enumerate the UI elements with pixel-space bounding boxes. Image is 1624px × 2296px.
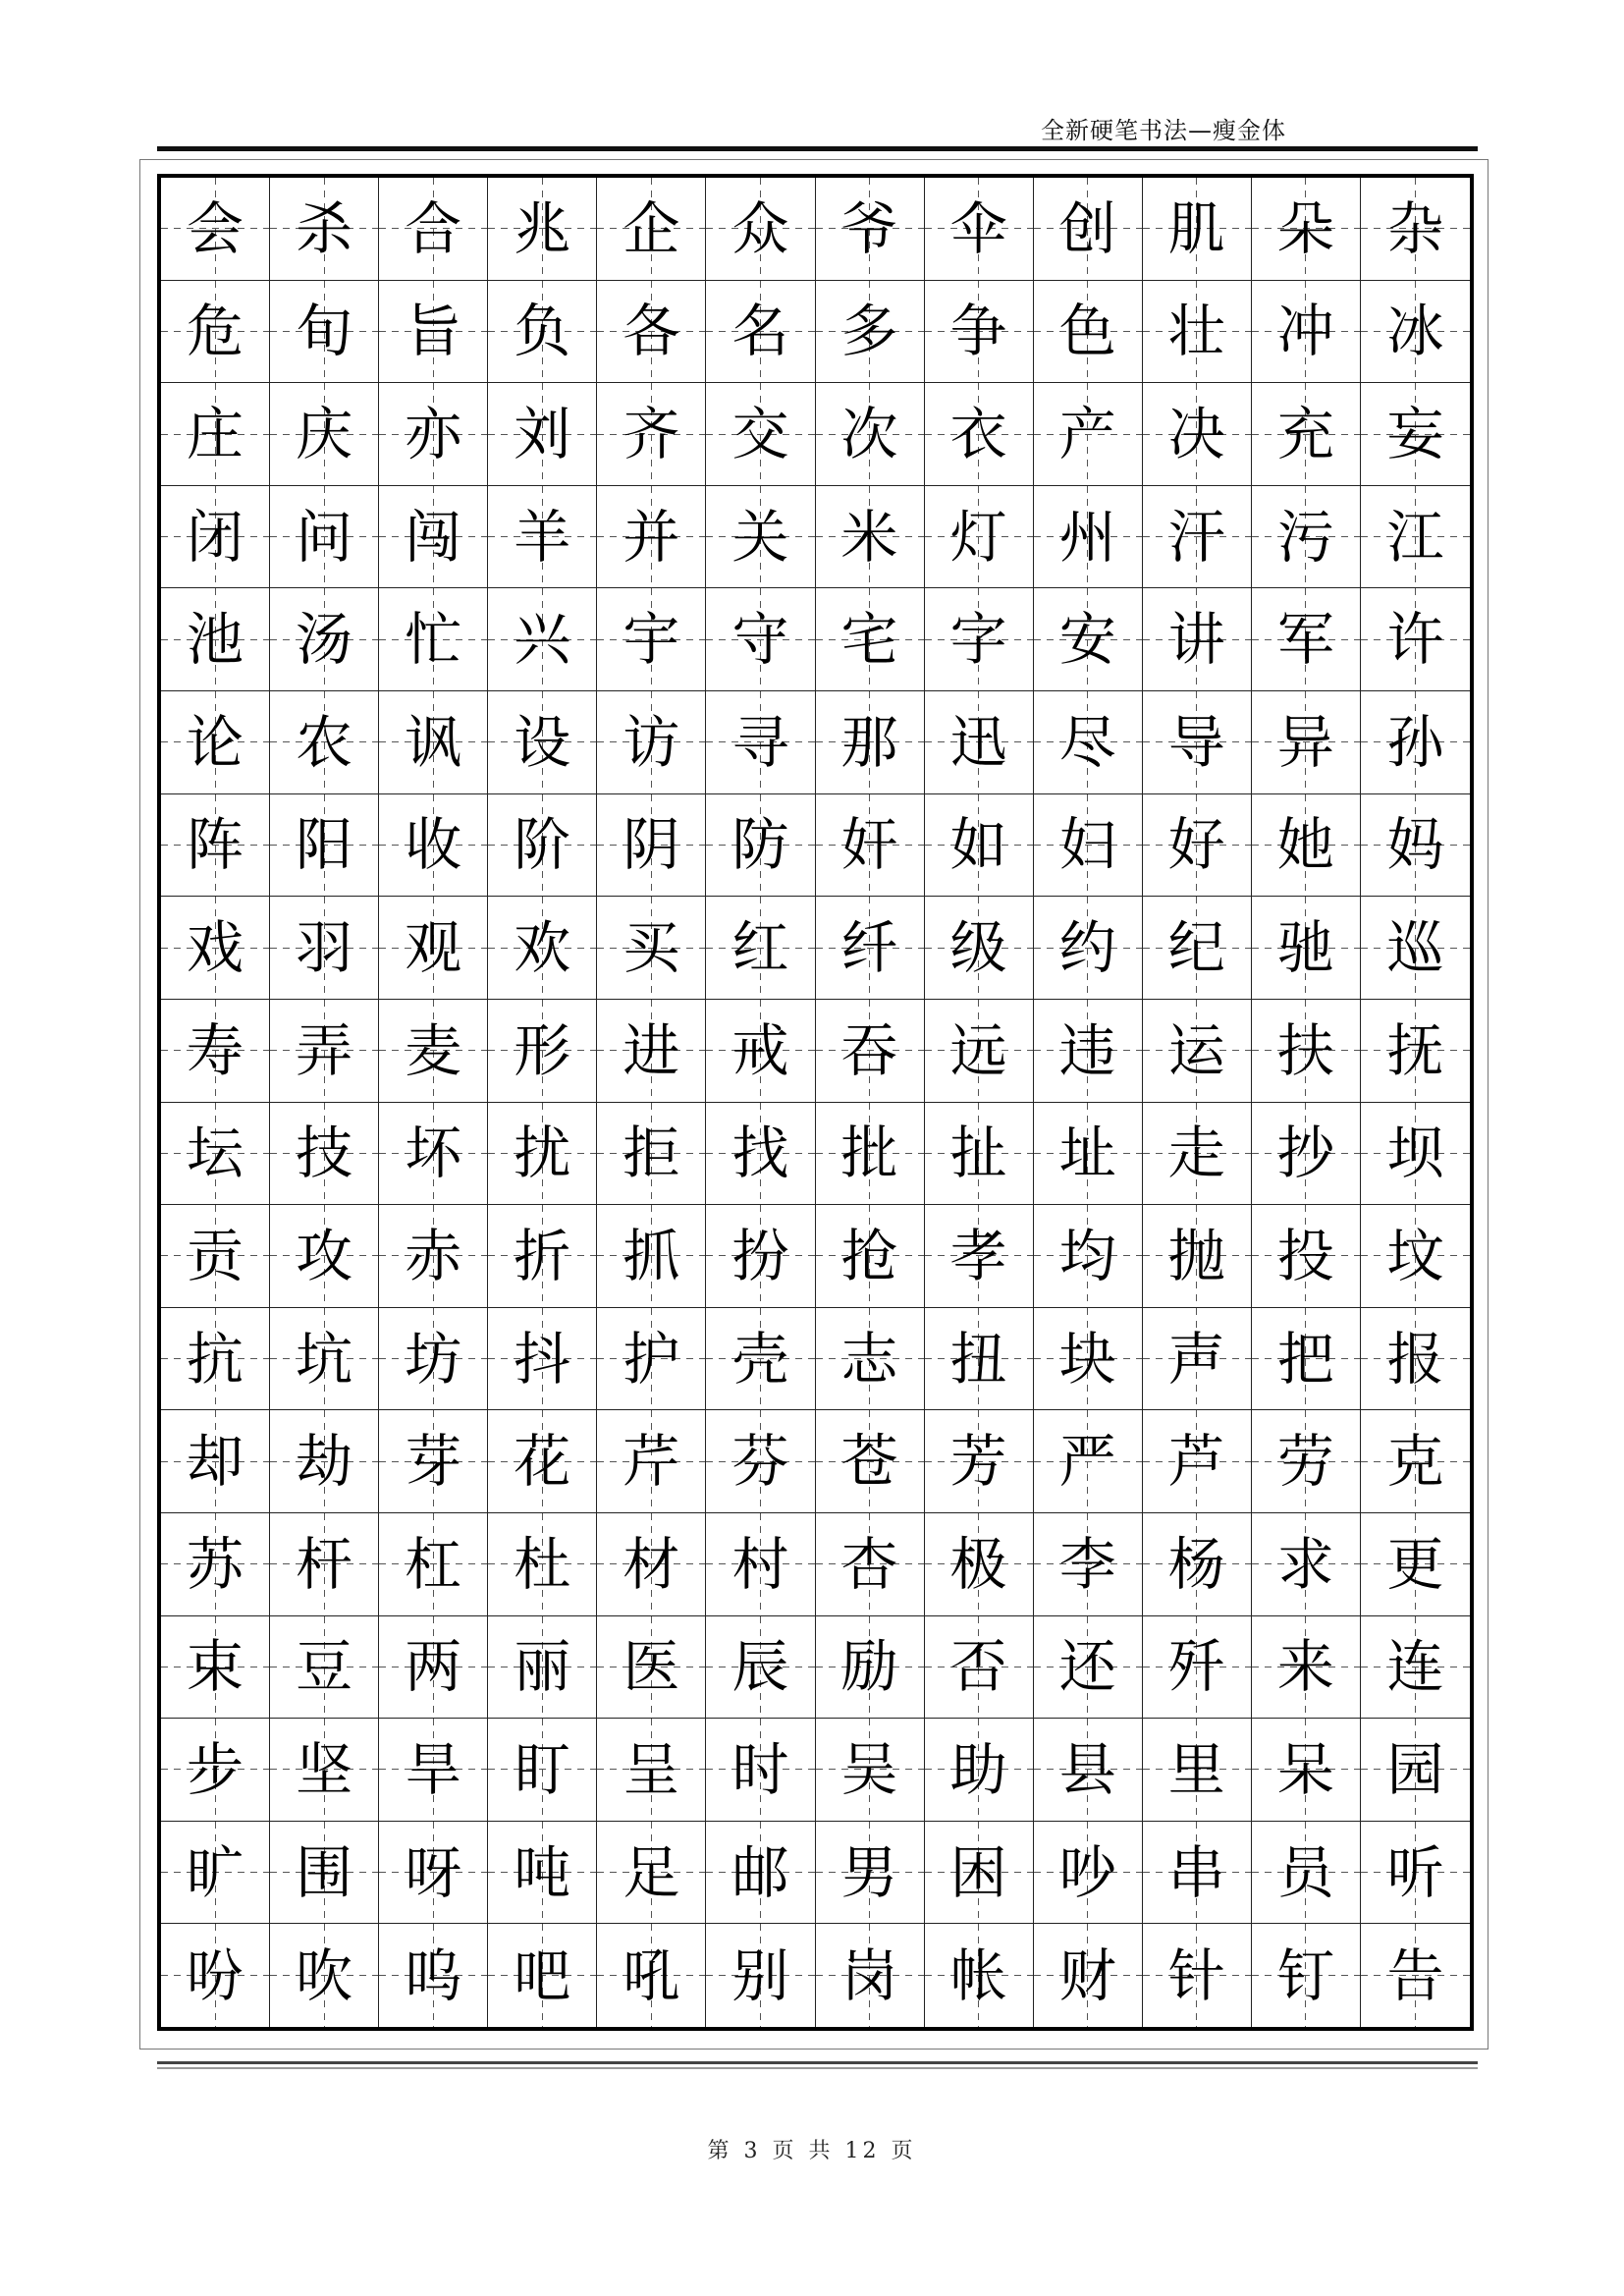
character-cell: 次 [816, 383, 925, 486]
character-cell: 奸 [816, 794, 925, 898]
character-cell: 步 [161, 1719, 270, 1822]
character-cell: 坝 [1361, 1103, 1470, 1206]
character-cell: 劳 [1252, 1410, 1361, 1513]
character-cell: 戒 [706, 1000, 815, 1103]
character-cell: 赤 [379, 1205, 488, 1308]
character-cell: 旨 [379, 281, 488, 384]
character-cell: 严 [1034, 1410, 1143, 1513]
character-cell: 呜 [379, 1924, 488, 2027]
character-cell: 足 [597, 1822, 706, 1925]
character-cell: 财 [1034, 1924, 1143, 2027]
character-cell: 芳 [925, 1410, 1034, 1513]
character-cell: 汤 [270, 588, 379, 691]
character-cell: 充 [1252, 383, 1361, 486]
character-cell: 围 [270, 1822, 379, 1925]
character-cell: 她 [1252, 794, 1361, 898]
character-cell: 访 [597, 691, 706, 794]
character-cell: 色 [1034, 281, 1143, 384]
character-cell: 州 [1034, 486, 1143, 589]
character-cell: 更 [1361, 1513, 1470, 1616]
character-cell: 安 [1034, 588, 1143, 691]
character-cell: 讽 [379, 691, 488, 794]
character-cell: 助 [925, 1719, 1034, 1822]
character-cell: 呆 [1252, 1719, 1361, 1822]
character-cell: 李 [1034, 1513, 1143, 1616]
character-cell: 弄 [270, 1000, 379, 1103]
character-cell: 农 [270, 691, 379, 794]
character-cell: 孙 [1361, 691, 1470, 794]
character-cell: 邮 [706, 1822, 815, 1925]
character-cell: 抓 [597, 1205, 706, 1308]
character-cell: 会 [161, 178, 270, 281]
character-cell: 址 [1034, 1103, 1143, 1206]
character-cell: 妄 [1361, 383, 1470, 486]
character-cell: 苏 [161, 1513, 270, 1616]
character-cell: 困 [925, 1822, 1034, 1925]
character-cell: 贡 [161, 1205, 270, 1308]
character-cell: 巡 [1361, 897, 1470, 1000]
character-cell: 池 [161, 588, 270, 691]
character-cell: 坑 [270, 1308, 379, 1411]
character-cell: 迅 [925, 691, 1034, 794]
character-cell: 走 [1143, 1103, 1252, 1206]
character-cell: 极 [925, 1513, 1034, 1616]
character-cell: 远 [925, 1000, 1034, 1103]
character-cell: 麦 [379, 1000, 488, 1103]
character-cell: 批 [816, 1103, 925, 1206]
character-cell: 来 [1252, 1616, 1361, 1720]
character-cell: 欢 [488, 897, 597, 1000]
character-cell: 论 [161, 691, 270, 794]
character-cell: 米 [816, 486, 925, 589]
character-cell: 吴 [816, 1719, 925, 1822]
character-cell: 吩 [161, 1924, 270, 2027]
character-cell: 级 [925, 897, 1034, 1000]
character-cell: 吨 [488, 1822, 597, 1925]
character-cell: 庆 [270, 383, 379, 486]
character-cell: 羊 [488, 486, 597, 589]
character-cell: 坊 [379, 1308, 488, 1411]
character-cell: 攻 [270, 1205, 379, 1308]
character-cell: 旷 [161, 1822, 270, 1925]
character-cell: 抗 [161, 1308, 270, 1411]
character-cell: 产 [1034, 383, 1143, 486]
character-cell: 却 [161, 1410, 270, 1513]
character-cell: 花 [488, 1410, 597, 1513]
character-cell: 材 [597, 1513, 706, 1616]
character-cell: 寿 [161, 1000, 270, 1103]
character-cell: 杏 [816, 1513, 925, 1616]
character-cell: 村 [706, 1513, 815, 1616]
character-cell: 呈 [597, 1719, 706, 1822]
character-cell: 坟 [1361, 1205, 1470, 1308]
character-cell: 守 [706, 588, 815, 691]
character-cell: 危 [161, 281, 270, 384]
character-cell: 导 [1143, 691, 1252, 794]
character-cell: 决 [1143, 383, 1252, 486]
character-cell: 异 [1252, 691, 1361, 794]
character-cell: 扰 [488, 1103, 597, 1206]
character-cell: 芽 [379, 1410, 488, 1513]
character-cell: 企 [597, 178, 706, 281]
character-cell: 驰 [1252, 897, 1361, 1000]
character-cell: 杂 [1361, 178, 1470, 281]
character-cell: 励 [816, 1616, 925, 1720]
character-grid [157, 174, 1474, 2031]
character-cell: 抛 [1143, 1205, 1252, 1308]
character-cell: 那 [816, 691, 925, 794]
character-cell: 衣 [925, 383, 1034, 486]
character-cell: 多 [816, 281, 925, 384]
character-cell: 抢 [816, 1205, 925, 1308]
character-cell: 买 [597, 897, 706, 1000]
character-cell: 好 [1143, 794, 1252, 898]
character-cell: 坚 [270, 1719, 379, 1822]
character-cell: 告 [1361, 1924, 1470, 2027]
character-cell: 争 [925, 281, 1034, 384]
character-cell: 妈 [1361, 794, 1470, 898]
character-cell: 抚 [1361, 1000, 1470, 1103]
character-cell: 芬 [706, 1410, 815, 1513]
character-cell: 忙 [379, 588, 488, 691]
character-cell: 孝 [925, 1205, 1034, 1308]
character-cell: 园 [1361, 1719, 1470, 1822]
character-cell: 问 [270, 486, 379, 589]
character-cell: 设 [488, 691, 597, 794]
header-rule [157, 146, 1478, 151]
character-cell: 兴 [488, 588, 597, 691]
character-cell: 字 [925, 588, 1034, 691]
character-cell: 尽 [1034, 691, 1143, 794]
character-cell: 冰 [1361, 281, 1470, 384]
character-cell: 杀 [270, 178, 379, 281]
character-cell: 众 [706, 178, 815, 281]
character-cell: 块 [1034, 1308, 1143, 1411]
character-cell: 抖 [488, 1308, 597, 1411]
character-cell: 杠 [379, 1513, 488, 1616]
character-cell: 杨 [1143, 1513, 1252, 1616]
character-cell: 岗 [816, 1924, 925, 2027]
character-cell: 折 [488, 1205, 597, 1308]
character-cell: 丽 [488, 1616, 597, 1720]
character-cell: 里 [1143, 1719, 1252, 1822]
character-cell: 辰 [706, 1616, 815, 1720]
character-cell: 进 [597, 1000, 706, 1103]
character-cell: 纪 [1143, 897, 1252, 1000]
character-cell: 否 [925, 1616, 1034, 1720]
character-cell: 违 [1034, 1000, 1143, 1103]
character-cell: 各 [597, 281, 706, 384]
character-cell: 关 [706, 486, 815, 589]
character-cell: 护 [597, 1308, 706, 1411]
character-cell: 许 [1361, 588, 1470, 691]
character-cell: 宅 [816, 588, 925, 691]
character-cell: 医 [597, 1616, 706, 1720]
character-cell: 肌 [1143, 178, 1252, 281]
character-cell: 形 [488, 1000, 597, 1103]
character-cell: 旱 [379, 1719, 488, 1822]
character-cell: 县 [1034, 1719, 1143, 1822]
character-cell: 收 [379, 794, 488, 898]
footer-rule-secondary [157, 2067, 1478, 2069]
character-cell: 串 [1143, 1822, 1252, 1925]
character-cell: 污 [1252, 486, 1361, 589]
character-cell: 杜 [488, 1513, 597, 1616]
page-number: 第 3 页 共 12 页 [707, 2139, 917, 2163]
character-cell: 呀 [379, 1822, 488, 1925]
character-cell: 创 [1034, 178, 1143, 281]
character-cell: 豆 [270, 1616, 379, 1720]
character-cell: 亦 [379, 383, 488, 486]
character-cell: 连 [1361, 1616, 1470, 1720]
character-cell: 讲 [1143, 588, 1252, 691]
character-cell: 交 [706, 383, 815, 486]
character-cell: 合 [379, 178, 488, 281]
character-cell: 汗 [1143, 486, 1252, 589]
character-cell: 求 [1252, 1513, 1361, 1616]
character-cell: 找 [706, 1103, 815, 1206]
character-cell: 芦 [1143, 1410, 1252, 1513]
character-cell: 齐 [597, 383, 706, 486]
character-cell: 刘 [488, 383, 597, 486]
character-cell: 名 [706, 281, 815, 384]
character-cell: 克 [1361, 1410, 1470, 1513]
character-cell: 壮 [1143, 281, 1252, 384]
character-cell: 听 [1361, 1822, 1470, 1925]
character-cell: 杆 [270, 1513, 379, 1616]
character-cell: 闯 [379, 486, 488, 589]
character-cell: 并 [597, 486, 706, 589]
character-cell: 扮 [706, 1205, 815, 1308]
character-cell: 阳 [270, 794, 379, 898]
character-cell: 吹 [270, 1924, 379, 2027]
character-cell: 声 [1143, 1308, 1252, 1411]
character-cell: 如 [925, 794, 1034, 898]
character-cell: 爷 [816, 178, 925, 281]
character-cell: 钉 [1252, 1924, 1361, 2027]
character-cell: 兆 [488, 178, 597, 281]
character-cell: 盯 [488, 1719, 597, 1822]
character-cell: 负 [488, 281, 597, 384]
character-cell: 针 [1143, 1924, 1252, 2027]
character-cell: 抄 [1252, 1103, 1361, 1206]
character-cell: 坛 [161, 1103, 270, 1206]
character-cell: 防 [706, 794, 815, 898]
character-cell: 报 [1361, 1308, 1470, 1411]
header-title: 全新硬笔书法—瘦金体 [1041, 117, 1286, 144]
character-cell: 阶 [488, 794, 597, 898]
character-cell: 阵 [161, 794, 270, 898]
character-cell: 吼 [597, 1924, 706, 2027]
character-cell: 伞 [925, 178, 1034, 281]
character-cell: 扯 [925, 1103, 1034, 1206]
character-cell: 阴 [597, 794, 706, 898]
character-cell: 志 [816, 1308, 925, 1411]
character-cell: 苍 [816, 1410, 925, 1513]
character-cell: 观 [379, 897, 488, 1000]
footer-rule [157, 2061, 1478, 2064]
character-cell: 帐 [925, 1924, 1034, 2027]
character-cell: 均 [1034, 1205, 1143, 1308]
character-cell: 宇 [597, 588, 706, 691]
character-cell: 闭 [161, 486, 270, 589]
character-cell: 吞 [816, 1000, 925, 1103]
character-cell: 吵 [1034, 1822, 1143, 1925]
character-cell: 拒 [597, 1103, 706, 1206]
character-cell: 束 [161, 1616, 270, 1720]
character-cell: 羽 [270, 897, 379, 1000]
character-cell: 还 [1034, 1616, 1143, 1720]
character-cell: 扭 [925, 1308, 1034, 1411]
character-cell: 员 [1252, 1822, 1361, 1925]
character-cell: 壳 [706, 1308, 815, 1411]
character-cell: 庄 [161, 383, 270, 486]
character-cell: 旬 [270, 281, 379, 384]
character-cell: 别 [706, 1924, 815, 2027]
character-cell: 戏 [161, 897, 270, 1000]
character-cell: 江 [1361, 486, 1470, 589]
character-cell: 技 [270, 1103, 379, 1206]
character-cell: 芹 [597, 1410, 706, 1513]
character-cell: 时 [706, 1719, 815, 1822]
character-cell: 军 [1252, 588, 1361, 691]
character-cell: 两 [379, 1616, 488, 1720]
character-cell: 红 [706, 897, 815, 1000]
character-cell: 约 [1034, 897, 1143, 1000]
character-cell: 运 [1143, 1000, 1252, 1103]
character-cell: 吧 [488, 1924, 597, 2027]
character-cell: 妇 [1034, 794, 1143, 898]
character-cell: 朵 [1252, 178, 1361, 281]
character-cell: 冲 [1252, 281, 1361, 384]
character-cell: 扶 [1252, 1000, 1361, 1103]
character-cell: 男 [816, 1822, 925, 1925]
character-cell: 劫 [270, 1410, 379, 1513]
character-cell: 纤 [816, 897, 925, 1000]
character-cell: 坏 [379, 1103, 488, 1206]
character-cell: 寻 [706, 691, 815, 794]
character-cell: 灯 [925, 486, 1034, 589]
character-cell: 把 [1252, 1308, 1361, 1411]
character-cell: 投 [1252, 1205, 1361, 1308]
character-cell: 歼 [1143, 1616, 1252, 1720]
